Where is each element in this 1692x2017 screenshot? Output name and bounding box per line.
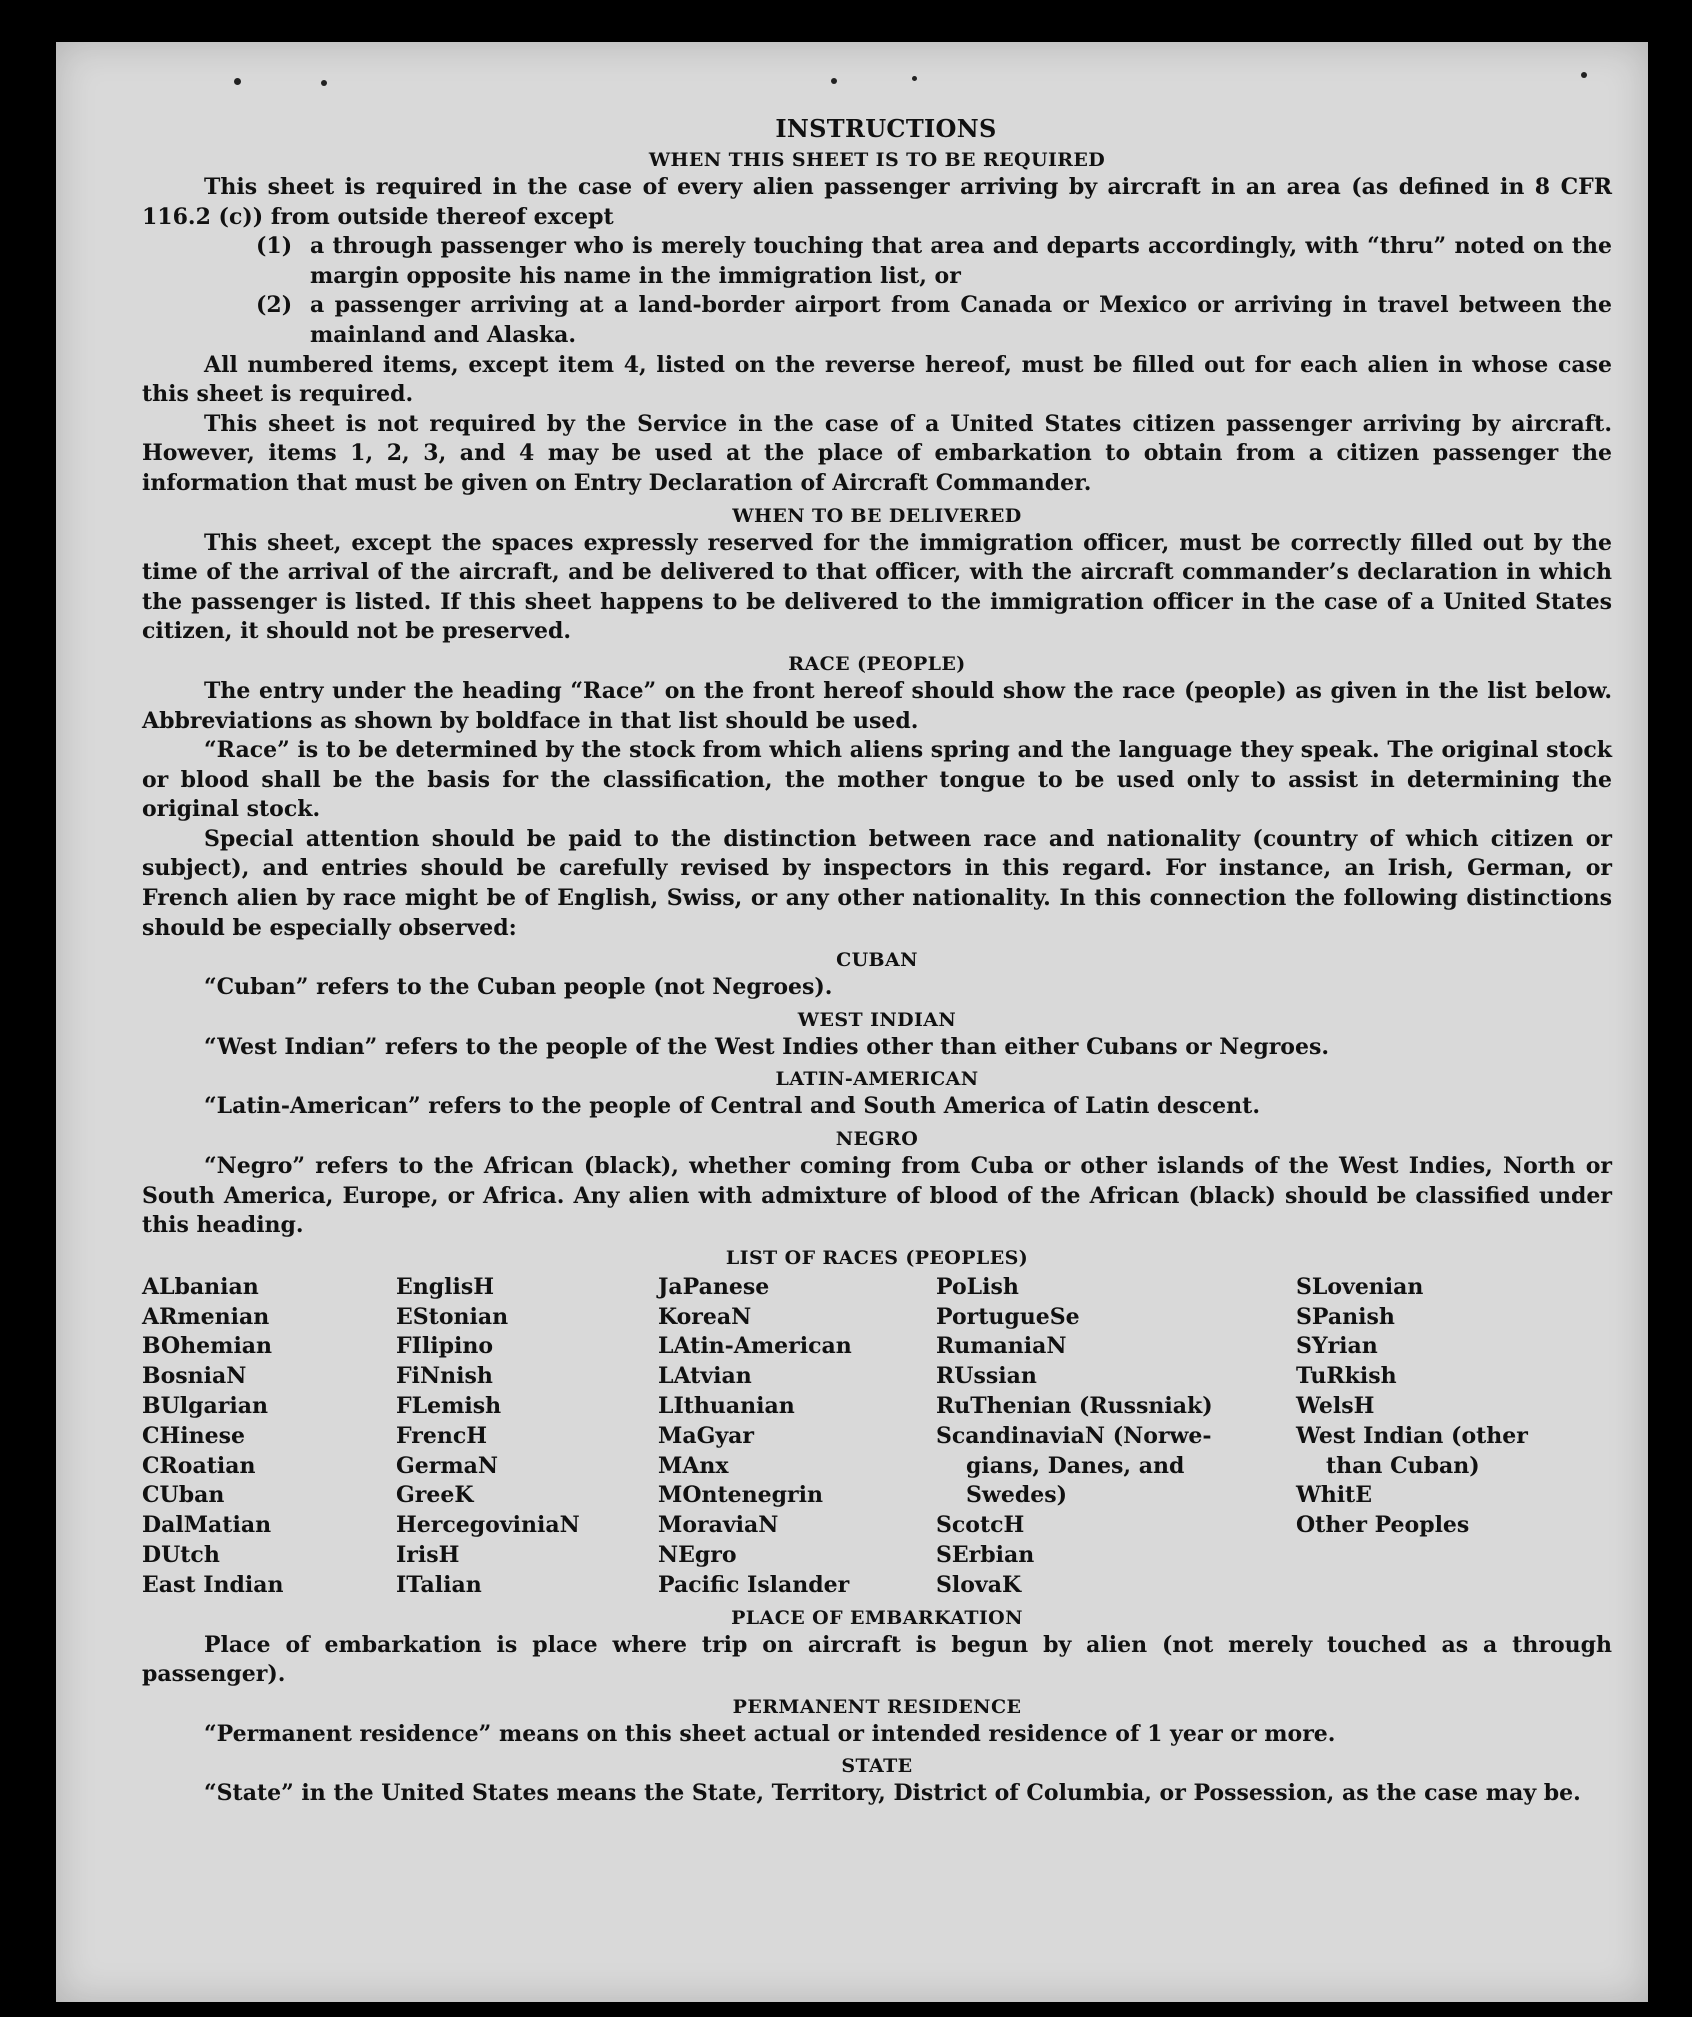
exception-item-1 xyxy=(142,232,1612,291)
races-column-5 xyxy=(1296,1273,1576,1601)
list-item: BOhemian xyxy=(142,1333,273,1360)
list-item: Pacific Islander xyxy=(658,1571,850,1598)
list-item: CUban xyxy=(142,1482,225,1509)
list-item: Other Peoples xyxy=(1296,1512,1470,1539)
list-item: LAtin-American xyxy=(658,1333,852,1360)
heading-west-indian: WEST INDIAN xyxy=(797,1008,957,1031)
list-item: ScandinaviaN (Norwe- xyxy=(936,1422,1212,1449)
list-item: RuThenian (Russniak) xyxy=(936,1393,1213,1419)
list-item: East Indian xyxy=(142,1571,284,1598)
item-text: a through passenger who is merely touching that area and departs accordingly, with “thru” noted on the margin opposite his name in the immigration list, or xyxy=(310,233,1612,289)
delivered-paragraph: This sheet, except the spaces expressly reserved for the immigration officer, must be correctly filled out by the time of the arrival of the aircraft, and be delivered to that officer, with the aircraft commander’s declaration in which the passenger is listed. If this sheet happens to be delivered to the immigration officer in the case of a United States citizen, it should not be preserved. xyxy=(142,529,1612,645)
list-item: DUtch xyxy=(142,1541,220,1568)
speck xyxy=(912,76,917,81)
list-item: LIthuanian xyxy=(658,1393,795,1419)
item-number: (1) xyxy=(256,233,293,260)
list-item: WhitE xyxy=(1296,1482,1372,1509)
heading-list-of-races: LIST OF RACES (PEOPLES) xyxy=(725,1246,1029,1269)
list-item: KoreaN xyxy=(658,1303,752,1330)
list-item: EnglisH xyxy=(396,1273,495,1300)
required-intro: This sheet is required in the case of every alien passenger arriving by aircraft in an area (as defined in 8 CFR 116.2 (c)) from outside thereof except xyxy=(142,174,1612,230)
instructions-content xyxy=(142,114,1612,1809)
list-item: WelsH xyxy=(1296,1393,1375,1419)
list-item: BosniaN xyxy=(142,1363,247,1390)
citizen-paragraph: This sheet is not required by the Service in the case of a United States citizen passenger arriving by aircraft. However, items 1, 2, 3, and 4 may be used at the place of embarkation to obtain from a citizen passenger the information that must be given on Entry Declaration of Aircraft Commander. xyxy=(142,410,1612,496)
race-paragraph-2: “Race” is to be determined by the stock from which aliens spring and the language they speak. The original stock or blood shall be the basis for the classification, the mother tongue to be used only to assist in determining the original stock. xyxy=(142,737,1612,823)
list-item: MOntenegrin xyxy=(658,1482,823,1509)
races-column-2 xyxy=(396,1273,658,1601)
list-item: than Cuban) xyxy=(1326,1452,1480,1479)
race-paragraph-1: The entry under the heading “Race” on the front hereof should show the race (people) as given in the list below. Abbreviations as shown by boldface in that list should be used. xyxy=(142,677,1612,734)
numbered-items-paragraph: All numbered items, except item 4, listed on the reverse hereof, must be filled out for each alien in whose case this sheet is required. xyxy=(142,351,1612,408)
embarkation-definition: Place of embarkation is place where trip on aircraft is begun by alien (not merely touched as a through passenger). xyxy=(142,1631,1612,1688)
list-item: MAnx xyxy=(658,1452,729,1479)
list-item: DalMatian xyxy=(142,1512,272,1539)
list-item: SYrian xyxy=(1296,1333,1378,1360)
list-item: GermaN xyxy=(396,1452,499,1479)
list-item: TuRkish xyxy=(1296,1363,1397,1390)
list-item: FrencH xyxy=(396,1422,487,1449)
list-item: PoLish xyxy=(936,1273,1019,1300)
list-item: ScotcH xyxy=(936,1512,1025,1539)
list-item: ALbanian xyxy=(142,1273,259,1300)
residence-definition: “Permanent residence” means on this sheet actual or intended residence of 1 year or more. xyxy=(204,1720,1336,1747)
heading-cuban: CUBAN xyxy=(836,949,918,972)
list-item: CHinese xyxy=(142,1422,246,1449)
races-column-1 xyxy=(142,1273,396,1601)
speck xyxy=(321,80,327,86)
heading-required: WHEN THIS SHEET IS TO BE REQUIRED xyxy=(648,149,1106,171)
list-item: EStonian xyxy=(396,1303,509,1330)
list-item: SPanish xyxy=(1296,1303,1395,1330)
list-item: GreeK xyxy=(396,1482,474,1509)
document-page xyxy=(56,42,1648,2002)
heading-state: STATE xyxy=(841,1755,913,1778)
races-list xyxy=(142,1273,1612,1601)
speck xyxy=(234,78,241,85)
state-definition: “State” in the United States means the State, Territory, District of Columbia, or Possession, as the case may be. xyxy=(204,1780,1581,1807)
speck xyxy=(831,78,837,84)
heading-embarkation: PLACE OF EMBARKATION xyxy=(731,1606,1023,1629)
list-item: West Indian (other xyxy=(1296,1422,1528,1449)
list-item: PortugueSe xyxy=(936,1303,1080,1330)
list-item: FIlipino xyxy=(396,1333,494,1360)
list-item: IrisH xyxy=(396,1541,460,1568)
heading-delivered: WHEN TO BE DELIVERED xyxy=(732,504,1022,527)
list-item: CRoatian xyxy=(142,1452,256,1479)
list-item: SLovenian xyxy=(1296,1273,1424,1300)
heading-latin-american: LATIN-AMERICAN xyxy=(775,1068,979,1091)
list-item: FiNnish xyxy=(396,1363,493,1390)
latin-american-definition: “Latin-American” refers to the people of Central and South America of Latin descent. xyxy=(204,1093,1260,1120)
item-number: (2) xyxy=(256,292,293,319)
cuban-definition: “Cuban” refers to the Cuban people (not Negroes). xyxy=(204,974,833,1001)
heading-residence: PERMANENT RESIDENCE xyxy=(732,1695,1022,1718)
list-item: RUssian xyxy=(936,1363,1037,1390)
list-item: LAtvian xyxy=(658,1363,752,1390)
negro-definition: “Negro” refers to the African (black), whether coming from Cuba or other islands of the West Indies, North or South America, Europe, or Africa. Any alien with admixture of blood of the African (black) should be classified under this heading. xyxy=(142,1153,1612,1239)
races-column-4 xyxy=(936,1273,1296,1601)
list-item: BUlgarian xyxy=(142,1393,268,1419)
list-item: SErbian xyxy=(936,1541,1035,1568)
heading-negro: NEGRO xyxy=(835,1128,919,1151)
list-item: SlovaK xyxy=(936,1571,1022,1598)
heading-race: RACE (PEOPLE) xyxy=(788,652,966,675)
speck xyxy=(1581,72,1587,78)
list-item: MoraviaN xyxy=(658,1512,779,1539)
list-item: MaGyar xyxy=(658,1422,755,1449)
races-column-3 xyxy=(658,1273,936,1601)
list-item: ITalian xyxy=(396,1571,482,1598)
list-item: RumaniaN xyxy=(936,1333,1067,1360)
exception-item-2 xyxy=(142,291,1612,350)
race-paragraph-3: Special attention should be paid to the distinction between race and nationality (country of which citizen or subject), and entries should be carefully revised by inspectors in this regard. For instance, an Irish, German, or French alien by race might be of English, Swiss, or any other nationality. In this connection the following distinctions should be especially observed: xyxy=(142,825,1612,941)
list-item: ARmenian xyxy=(142,1303,270,1330)
list-item: gians, Danes, and xyxy=(966,1452,1185,1479)
list-item: Swedes) xyxy=(966,1482,1067,1509)
item-text: a passenger arriving at a land-border airport from Canada or Mexico or arriving in travel between the mainland and Alaska. xyxy=(310,292,1612,348)
page-title: INSTRUCTIONS xyxy=(775,114,997,143)
list-item: NEgro xyxy=(658,1541,737,1568)
list-item: FLemish xyxy=(396,1393,502,1419)
west-indian-definition: “West Indian” refers to the people of the West Indies other than either Cubans or Negroes. xyxy=(204,1033,1330,1060)
list-item: JaPanese xyxy=(658,1273,770,1300)
list-item: HercegoviniaN xyxy=(396,1512,580,1539)
